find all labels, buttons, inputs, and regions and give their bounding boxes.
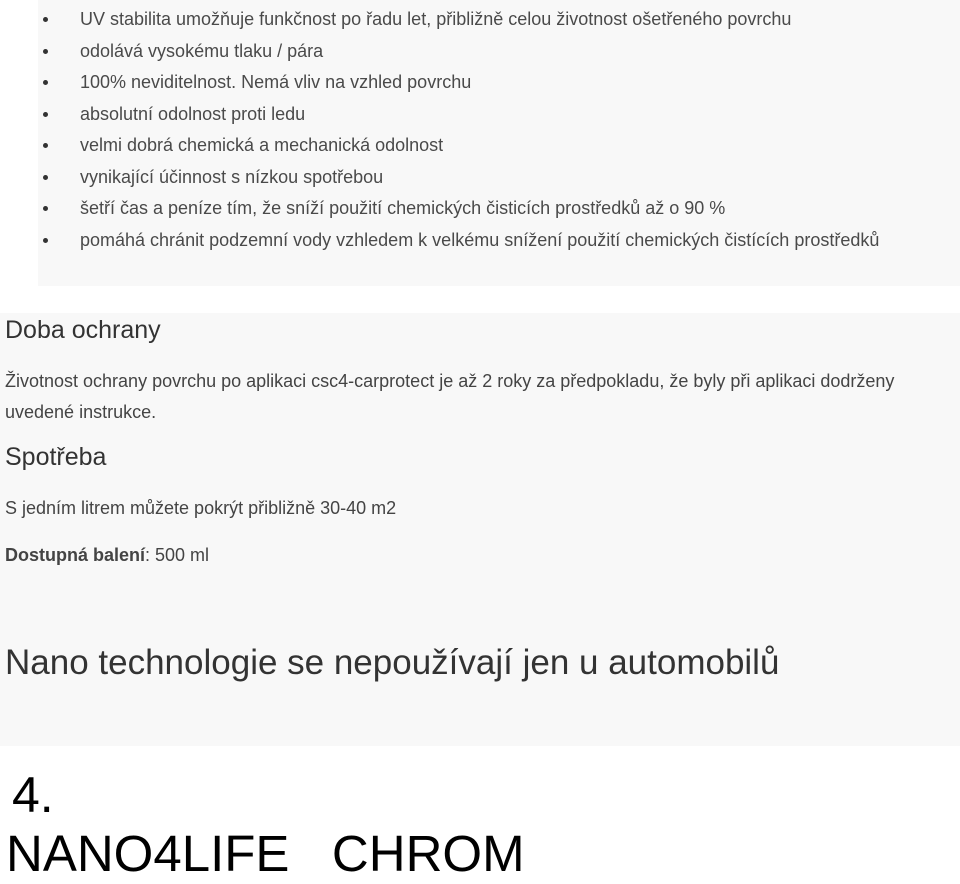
features-list bbox=[38, 4, 960, 256]
list-item bbox=[38, 4, 960, 36]
bullet-icon bbox=[43, 238, 48, 243]
feature-text: 100% neviditelnost. Nemá vliv na vzhled povrchu bbox=[80, 72, 472, 92]
list-item bbox=[38, 99, 960, 131]
baleni-value: : 500 ml bbox=[145, 545, 210, 565]
doba-ochrany-heading: Doba ochrany bbox=[5, 316, 161, 344]
list-item bbox=[38, 36, 960, 68]
spotreba-text: S jedním litrem můžete pokrýt přibližně 30-40 m2 bbox=[5, 498, 397, 518]
bullet-icon bbox=[43, 175, 48, 180]
bullet-icon bbox=[43, 80, 48, 85]
product-number: 4. bbox=[12, 767, 54, 823]
feature-text: absolutní odolnost proti ledu bbox=[80, 103, 306, 124]
baleni-line bbox=[5, 542, 209, 568]
bullet-icon bbox=[43, 206, 48, 211]
feature-text: UV stabilita umožňuje funkčnost po řadu let, přibližně celou životnost ošetřeného povrchu bbox=[80, 9, 792, 29]
feature-text: velmi dobrá chemická a mechanická odolnost bbox=[80, 135, 444, 155]
bullet-icon bbox=[43, 49, 48, 54]
feature-text: šetří čas a peníze tím, že sníží použití chemických čisticích prostředků až o 90 % bbox=[80, 198, 726, 218]
list-item bbox=[38, 225, 960, 257]
baleni-label: Dostupná balení bbox=[5, 545, 146, 565]
doba-ochrany-text: Životnost ochrany povrchu po aplikaci csc4-carprotect je až 2 roky za předpokladu, že byly při aplikaci dodrženy uvedené instrukce. bbox=[5, 371, 895, 422]
list-item bbox=[38, 193, 960, 225]
feature-text: odolává vysokému tlaku / pára bbox=[80, 40, 324, 61]
bullet-icon bbox=[43, 17, 48, 22]
feature-text: vynikající účinnost s nízkou spotřebou bbox=[80, 166, 384, 187]
product-name: NANO4LIFE CHROM bbox=[6, 825, 525, 882]
spotreba-heading: Spotřeba bbox=[5, 443, 107, 471]
feature-text: pomáhá chránit podzemní vody vzhledem k velkému snížení použití chemických čistících prostředků bbox=[80, 229, 880, 250]
bullet-icon bbox=[43, 143, 48, 148]
nano-heading: Nano technologie se nepoužívají jen u automobilů bbox=[5, 643, 780, 682]
list-item bbox=[38, 130, 960, 162]
bullet-icon bbox=[43, 112, 48, 117]
features-list-block bbox=[38, 0, 960, 286]
list-item bbox=[38, 162, 960, 194]
list-item bbox=[38, 67, 960, 99]
